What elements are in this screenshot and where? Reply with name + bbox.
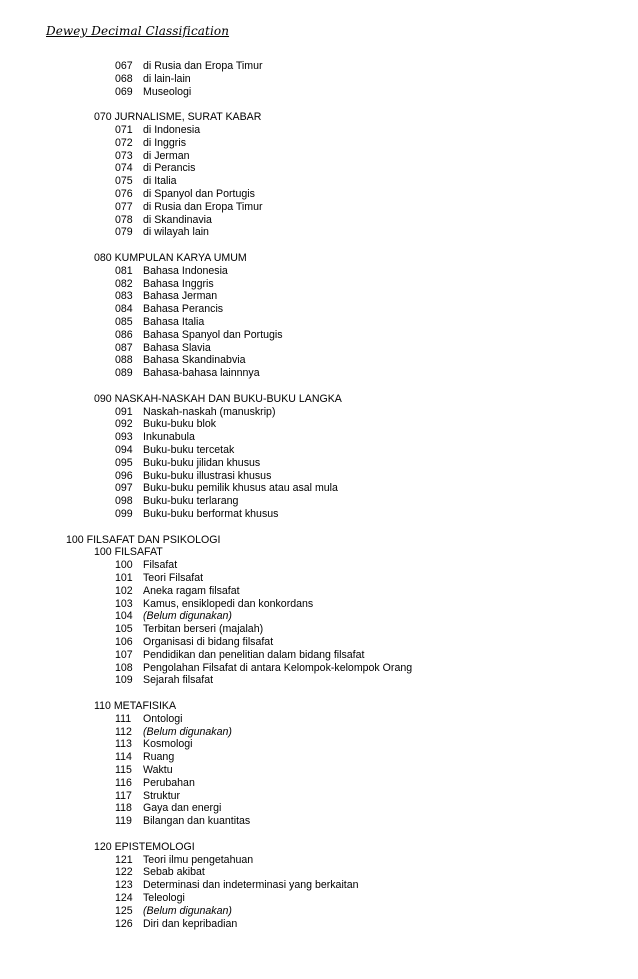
entry-code: 111 bbox=[115, 712, 132, 725]
entry-label: di Italia bbox=[143, 175, 177, 188]
entry-label: di lain-lain bbox=[143, 72, 191, 85]
entry-code: 087 bbox=[115, 341, 133, 354]
entry-label: Sebab akibat bbox=[143, 866, 205, 879]
entry-label: Waktu bbox=[143, 764, 173, 776]
division-heading: 080 KUMPULAN KARYA UMUM bbox=[94, 252, 247, 264]
entry-label: Ontologi bbox=[143, 712, 183, 725]
entry-label: (Belum digunakan) bbox=[143, 904, 232, 917]
entry-code: 108 bbox=[115, 661, 133, 674]
entry-code: 119 bbox=[115, 815, 132, 828]
entry-label: Bahasa Skandinabvia bbox=[143, 354, 246, 367]
entry-code: 075 bbox=[115, 175, 133, 188]
entry-code: 074 bbox=[115, 162, 133, 175]
entry-label: Kosmologi bbox=[143, 738, 193, 751]
entry-code: 113 bbox=[115, 738, 132, 751]
entry-code: 076 bbox=[115, 188, 133, 200]
entry-label: Buku-buku berformat khusus bbox=[143, 508, 279, 520]
entry-code: 105 bbox=[115, 623, 133, 636]
entry-label: Pendidikan dan penelitian dalam bidang filsafat bbox=[143, 648, 365, 661]
entry-code: 124 bbox=[115, 892, 133, 904]
entry-code: 068 bbox=[115, 72, 133, 85]
entry-code: 094 bbox=[115, 444, 133, 456]
entry-code: 096 bbox=[115, 469, 133, 482]
entry-label: Museologi bbox=[143, 85, 192, 98]
entry-label: Naskah-naskah (manuskrip) bbox=[143, 405, 276, 418]
entry-code: 081 bbox=[115, 264, 133, 277]
entry-code: 091 bbox=[115, 405, 133, 418]
division-heading: 090 NASKAH-NASKAH DAN BUKU-BUKU LANGKA bbox=[94, 392, 342, 405]
entry-code: 106 bbox=[115, 636, 133, 648]
entry-label: Diri dan kepribadian bbox=[143, 917, 238, 930]
entry-label: Teori ilmu pengetahuan bbox=[143, 853, 254, 866]
entry-code: 107 bbox=[115, 648, 133, 661]
entry-code: 121 bbox=[115, 853, 133, 866]
division-heading: 070 JURNALISME, SURAT KABAR bbox=[94, 111, 262, 124]
entry-code: 067 bbox=[115, 60, 133, 72]
entry-label: Teori Filsafat bbox=[143, 572, 204, 584]
entry-code: 100 bbox=[115, 559, 133, 572]
entry-code: 118 bbox=[115, 802, 132, 815]
entry-code: 092 bbox=[115, 418, 133, 431]
entry-code: 072 bbox=[115, 136, 133, 149]
entry-code: 083 bbox=[115, 290, 133, 303]
entry-code: 071 bbox=[115, 124, 133, 136]
entry-code: 103 bbox=[115, 597, 133, 610]
entry-code: 099 bbox=[115, 508, 133, 520]
entry-label: Buku-buku blok bbox=[143, 418, 217, 431]
entry-label: (Belum digunakan) bbox=[143, 725, 232, 738]
entry-code: 123 bbox=[115, 879, 133, 892]
entry-label: di Jerman bbox=[143, 149, 190, 162]
entry-label: Bahasa Perancis bbox=[143, 303, 224, 316]
entry-label: Determinasi dan indeterminasi yang berkaitan bbox=[143, 879, 359, 892]
entry-label: Buku-buku illustrasi khusus bbox=[143, 469, 272, 482]
page-header-title: Dewey Decimal Classification bbox=[46, 24, 230, 38]
entry-label: Terbitan berseri (majalah) bbox=[143, 623, 264, 636]
entry-code: 069 bbox=[115, 85, 133, 98]
entry-code: 093 bbox=[115, 431, 133, 444]
entry-code: 086 bbox=[115, 328, 133, 341]
entry-code: 085 bbox=[115, 316, 133, 328]
entry-label: di Indonesia bbox=[143, 124, 201, 136]
division-heading: 120 EPISTEMOLOGI bbox=[94, 840, 195, 853]
entry-label: Bahasa Spanyol dan Portugis bbox=[143, 328, 283, 341]
entry-label: di Inggris bbox=[143, 136, 186, 149]
entry-label: Struktur bbox=[143, 789, 181, 802]
entry-label: Inkunabula bbox=[143, 431, 195, 444]
entry-label: (Belum digunakan) bbox=[143, 610, 232, 623]
entry-code: 073 bbox=[115, 149, 133, 162]
entry-label: Pengolahan Filsafat di antara Kelompok-kelompok Orang bbox=[143, 661, 413, 674]
entry-label: Bahasa Inggris bbox=[143, 277, 214, 290]
entry-label: di Spanyol dan Portugis bbox=[143, 188, 255, 200]
entry-label: Bahasa Slavia bbox=[143, 341, 211, 354]
entry-code: 114 bbox=[115, 751, 132, 764]
entry-label: Bahasa Jerman bbox=[143, 290, 218, 303]
entry-label: Aneka ragam filsafat bbox=[143, 584, 240, 597]
entry-label: Perubahan bbox=[143, 776, 195, 789]
entry-label: Bahasa Italia bbox=[143, 316, 205, 328]
entry-label: Organisasi di bidang filsafat bbox=[143, 636, 274, 648]
entry-label: Bahasa-bahasa lainnnya bbox=[143, 367, 260, 380]
entry-code: 077 bbox=[115, 200, 133, 213]
entry-label: Bahasa Indonesia bbox=[143, 264, 228, 277]
entry-code: 102 bbox=[115, 584, 133, 597]
entry-label: Bilangan dan kuantitas bbox=[143, 815, 251, 828]
entry-code: 109 bbox=[115, 674, 133, 687]
entry-label: Kamus, ensiklopedi dan konkordans bbox=[143, 597, 314, 610]
entry-code: 089 bbox=[115, 367, 133, 380]
entry-code: 116 bbox=[115, 776, 132, 789]
entry-code: 082 bbox=[115, 277, 133, 290]
entry-code: 088 bbox=[115, 354, 133, 367]
entry-code: 097 bbox=[115, 482, 133, 495]
entry-label: Teleologi bbox=[143, 892, 185, 904]
entry-code: 098 bbox=[115, 495, 133, 508]
entry-code: 078 bbox=[115, 213, 133, 226]
entry-label: Filsafat bbox=[143, 559, 178, 572]
entry-code: 079 bbox=[115, 226, 133, 239]
entry-code: 125 bbox=[115, 904, 133, 917]
entry-code: 117 bbox=[115, 789, 132, 802]
entry-code: 095 bbox=[115, 456, 133, 469]
entry-label: Sejarah filsafat bbox=[143, 674, 214, 687]
entry-label: di Skandinavia bbox=[143, 213, 212, 226]
entry-label: Gaya dan energi bbox=[143, 802, 222, 815]
entry-code: 115 bbox=[115, 764, 132, 776]
entry-label: Ruang bbox=[143, 751, 175, 764]
division-heading: 110 METAFISIKA bbox=[94, 700, 177, 712]
entry-code: 122 bbox=[115, 866, 133, 879]
entry-label: Buku-buku pemilik khusus atau asal mula bbox=[143, 482, 338, 495]
entry-label: di Rusia dan Eropa Timur bbox=[143, 60, 263, 72]
division-heading: 100 FILSAFAT bbox=[94, 546, 163, 559]
class-heading: 100 FILSAFAT DAN PSIKOLOGI bbox=[66, 533, 221, 546]
entry-label: di wilayah lain bbox=[143, 226, 209, 239]
entry-code: 084 bbox=[115, 303, 133, 316]
entry-label: di Perancis bbox=[143, 162, 196, 175]
entry-code: 112 bbox=[115, 725, 132, 738]
entry-label: Buku-buku terlarang bbox=[143, 495, 239, 508]
entry-code: 104 bbox=[115, 610, 133, 623]
entry-label: Buku-buku tercetak bbox=[143, 444, 235, 456]
entry-label: Buku-buku jilidan khusus bbox=[143, 456, 261, 469]
entry-code: 126 bbox=[115, 917, 133, 930]
entry-code: 101 bbox=[115, 572, 133, 584]
entry-label: di Rusia dan Eropa Timur bbox=[143, 200, 263, 213]
